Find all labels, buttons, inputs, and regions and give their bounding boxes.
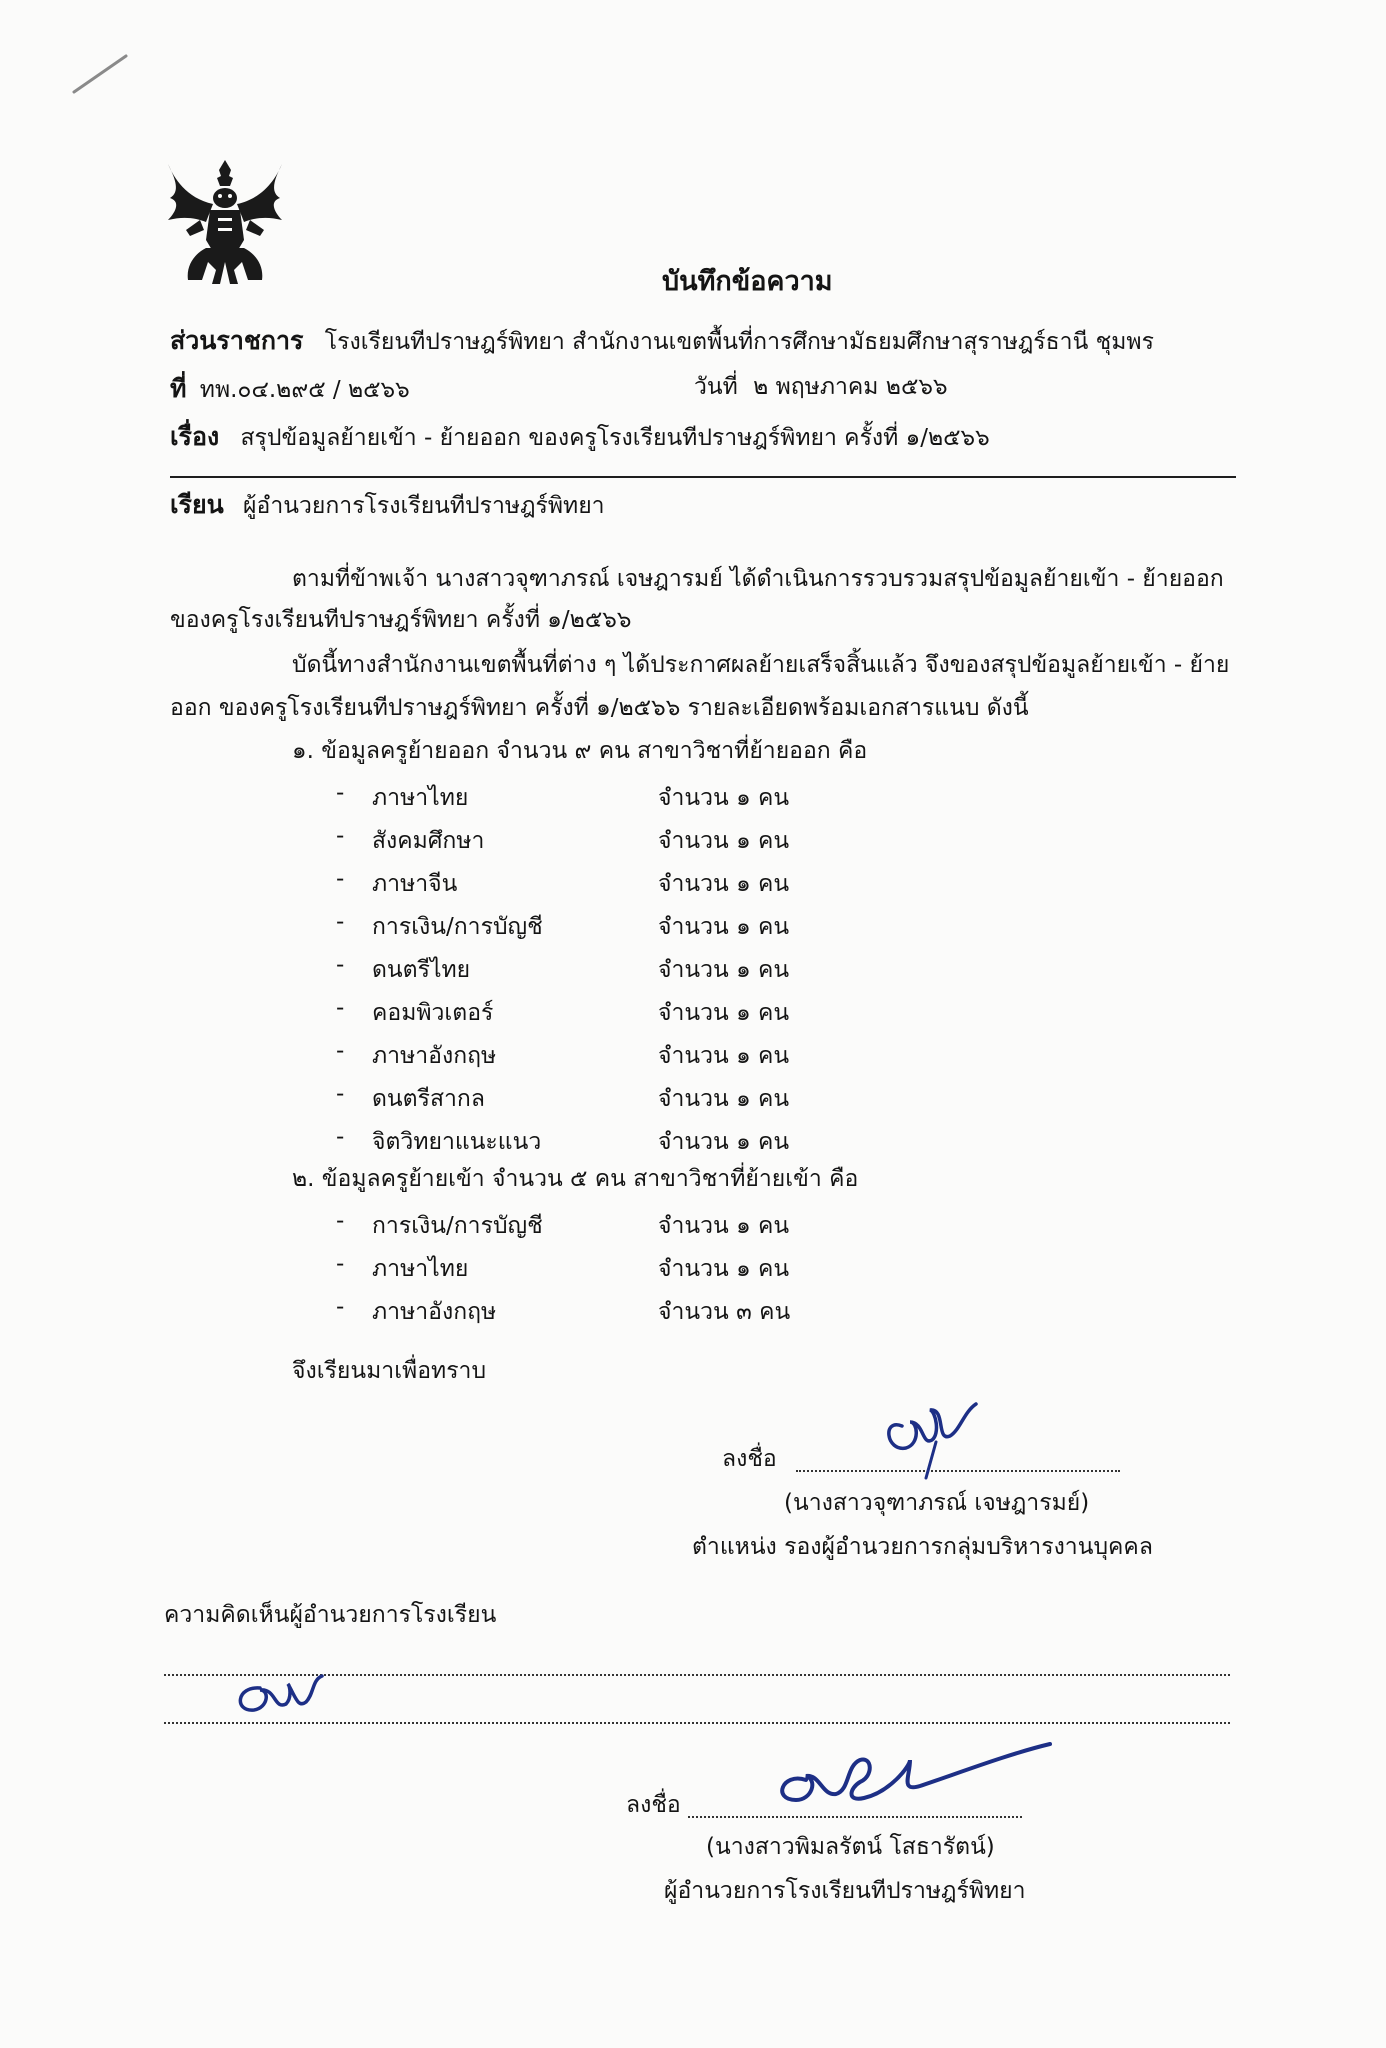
list-item-count: จำนวน ๑ คน — [658, 914, 790, 940]
para1-line1: ตามที่ข้าพเจ้า นางสาวจุฑาภรณ์ เจษฎารมย์ ได้ดำเนินการรวบรวมสรุปข้อมูลย้ายเข้า - ย้ายออก — [292, 566, 1224, 592]
list-bullet: - — [336, 780, 345, 806]
subject-value: สรุปข้อมูลย้ายเข้า - ย้ายออก ของครูโรงเรียนทีปราษฎร์พิทยา ครั้งที่ ๑/๒๕๖๖ — [240, 425, 990, 451]
list-item-count: จำนวน ๑ คน — [658, 871, 790, 897]
para1-line2: ของครูโรงเรียนทีปราษฎร์พิทยา ครั้งที่ ๑/๒๕๖๖ — [170, 607, 632, 633]
list-item-subject: จิตวิทยาแนะแนว — [372, 1129, 542, 1155]
list-item-count: จำนวน ๓ คน — [658, 1299, 791, 1325]
list-item-subject: สังคมศึกษา — [372, 828, 485, 854]
director-position: ผู้อำนวยการโรงเรียนทีปราษฎร์พิทยา — [664, 1878, 1026, 1904]
to-value: ผู้อำนวยการโรงเรียนทีปราษฎร์พิทยา — [243, 493, 605, 519]
date-label: วันที่ — [694, 374, 738, 400]
list-item-count: จำนวน ๑ คน — [658, 1129, 790, 1155]
list-bullet: - — [336, 952, 345, 978]
list-item-count: จำนวน ๑ คน — [658, 1043, 790, 1069]
list-item-count: จำนวน ๑ คน — [658, 828, 790, 854]
list-item-count: จำนวน ๑ คน — [658, 1000, 790, 1026]
list-bullet: - — [336, 823, 345, 849]
list-bullet: - — [336, 995, 345, 1021]
para2-line1: บัดนี้ทางสำนักงานเขตพื้นที่ต่าง ๆ ได้ประกาศผลย้ายเสร็จสิ้นแล้ว จึงของสรุปข้อมูลย้ายเข้า - ย้าย — [292, 652, 1230, 678]
list-bullet: - — [336, 866, 345, 892]
director-sign-label: ลงชื่อ — [626, 1792, 681, 1818]
agency-value: โรงเรียนทีปราษฎร์พิทยา สำนักงานเขตพื้นที่การศึกษามัธยมศึกษาสุราษฎร์ธานี ชุมพร — [324, 329, 1154, 355]
list-item-subject: ดนตรีสากล — [372, 1086, 485, 1112]
list-item-subject: ภาษาไทย — [372, 1256, 469, 1282]
list-bullet: - — [336, 1124, 345, 1150]
list-item-subject: ภาษาจีน — [372, 871, 458, 897]
subject-label: เรื่อง — [170, 422, 220, 451]
para2-line2: ออก ของครูโรงเรียนทีปราษฎร์พิทยา ครั้งที่ ๑/๒๕๖๖ รายละเอียดพร้อมเอกสารแนบ ดังนี้ — [170, 695, 1029, 721]
signer-sign-label: ลงชื่อ — [722, 1446, 777, 1472]
list-item-subject: ดนตรีไทย — [372, 957, 471, 983]
date-value: ๒ พฤษภาคม ๒๕๖๖ — [753, 374, 948, 400]
list-item-subject: การเงิน/การบัญชี — [372, 1213, 543, 1239]
ref-line — [170, 374, 410, 405]
list-bullet: - — [336, 1208, 345, 1234]
date-line — [694, 374, 948, 402]
closing-text: จึงเรียนมาเพื่อทราบ — [292, 1358, 487, 1384]
list-item-count: จำนวน ๑ คน — [658, 785, 790, 811]
agency-line — [170, 326, 1154, 357]
list-bullet: - — [336, 1038, 345, 1064]
section1-heading: ๑. ข้อมูลครูย้ายออก จำนวน ๙ คน สาขาวิชาที่ย้ายออก คือ — [292, 738, 868, 764]
list-bullet: - — [336, 1294, 345, 1320]
list-bullet: - — [336, 1081, 345, 1107]
list-bullet: - — [336, 909, 345, 935]
list-item-subject: ภาษาอังกฤษ — [372, 1299, 497, 1325]
signer-position: ตำแหน่ง รองผู้อำนวยการกลุ่มบริหารงานบุคคล — [692, 1534, 1153, 1560]
section2-heading: ๒. ข้อมูลครูย้ายเข้า จำนวน ๕ คน สาขาวิชาที่ย้ายเข้า คือ — [292, 1166, 859, 1192]
ref-value: ทพ.๐๔.๒๙๕ / ๒๕๖๖ — [199, 377, 410, 403]
list-item-count: จำนวน ๑ คน — [658, 1213, 790, 1239]
list-item-count: จำนวน ๑ คน — [658, 1086, 790, 1112]
signer-name: (นางสาวจุฑาภรณ์ เจษฎารมย์) — [784, 1490, 1090, 1516]
list-item-subject: ภาษาอังกฤษ — [372, 1043, 497, 1069]
director-initials-image — [230, 1668, 340, 1724]
director-opinion-label: ความคิดเห็นผู้อำนวยการโรงเรียน — [164, 1602, 497, 1628]
memo-title: บันทึกข้อความ — [662, 266, 833, 297]
ref-label: ที่ — [170, 374, 187, 403]
list-item-count: จำนวน ๑ คน — [658, 1256, 790, 1282]
list-item-subject: ภาษาไทย — [372, 785, 469, 811]
list-item-subject: การเงิน/การบัญชี — [372, 914, 543, 940]
to-label: เรียน — [170, 490, 224, 519]
subject-line — [170, 422, 990, 453]
director-signature-image — [760, 1736, 1060, 1826]
to-line — [170, 490, 605, 521]
list-bullet: - — [336, 1251, 345, 1277]
agency-label: ส่วนราชการ — [170, 326, 304, 355]
list-item-count: จำนวน ๑ คน — [658, 957, 790, 983]
scuff-mark — [70, 52, 130, 96]
director-name: (นางสาวพิมลรัตน์ โสธารัตน์) — [706, 1834, 995, 1860]
list-item-subject: คอมพิวเตอร์ — [372, 1000, 494, 1026]
signer-signature-image — [876, 1382, 1006, 1482]
header-divider — [170, 476, 1236, 478]
garuda-emblem-icon — [166, 158, 284, 290]
